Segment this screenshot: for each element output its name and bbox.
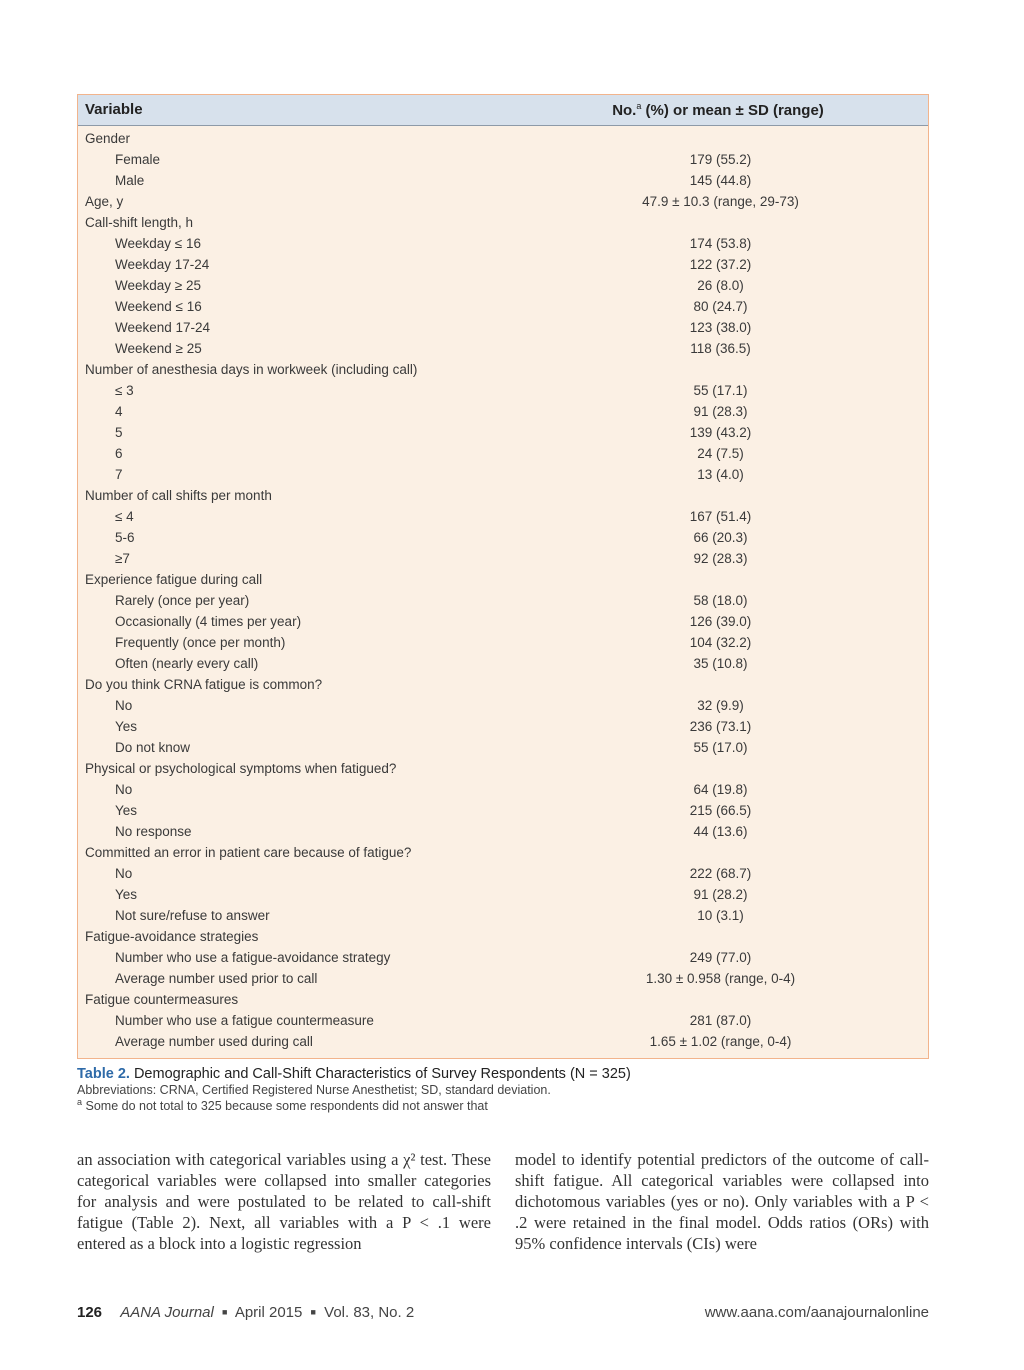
row-label: Number who use a fatigue countermeasure [115,1013,374,1028]
row-label: Number who use a fatigue-avoidance strategy [115,950,391,965]
row-label: Committed an error in patient care because of fatigue? [85,845,412,860]
row-label: Yes [115,719,138,734]
row-label: Weekend ≤ 16 [115,299,202,314]
row-label: Frequently (once per month) [115,635,286,650]
row-label: Yes [115,887,138,902]
body-text-right: model to identify potential predictors of the outcome of call-shift fatigue. All categorical variables were collapsed into dichotomous variables (yes or no). Only variables with a P < .2 were retained in the final model. Odds ratios (ORs) with 95% confidence intervals (CIs) were [515,1150,929,1253]
table-row [78,863,928,884]
table-row [78,1031,928,1052]
row-label: Occasionally (4 times per year) [115,614,302,629]
table-row [78,443,928,464]
table-row [78,149,928,170]
row-value: 91 (28.2) [693,887,748,902]
table-row [78,233,928,254]
row-value: 123 (38.0) [689,320,752,335]
table-row [78,275,928,296]
table-row [78,317,928,338]
row-label: Female [115,152,161,167]
row-label: 5-6 [115,530,135,545]
table-row [78,800,928,821]
row-label: Weekend 17-24 [115,320,211,335]
row-label: Gender [85,131,131,146]
footnote-text: Some do not total to 325 because some respondents did not answer that [82,1099,488,1114]
row-value: 13 (4.0) [697,467,744,482]
caption-abbreviations: Abbreviations: CRNA, Certified Registered Nurse Anesthetist; SD, standard deviation. [77,1083,551,1097]
row-label: Average number used during call [115,1034,313,1049]
row-label: No [115,782,133,797]
row-label: Male [115,173,145,188]
header-value-pre: No. [612,102,637,119]
row-value: 44 (13.6) [693,824,748,839]
row-value: 10 (3.1) [697,908,744,923]
row-label: No [115,866,133,881]
row-label: 4 [115,404,123,419]
table-number: Table 2. [77,1066,130,1082]
table-caption [77,1066,937,1113]
row-value: 281 (87.0) [689,1013,752,1028]
table-row [78,380,928,401]
issue-volume: Vol. 83, No. 2 [324,1304,415,1321]
row-label: No response [115,824,192,839]
row-label: Number of anesthesia days in workweek (including call) [85,362,418,377]
table-section-row [78,212,928,233]
caption-footnote [77,1097,937,1113]
row-label: Rarely (once per year) [115,593,250,608]
row-value: 24 (7.5) [697,446,744,461]
table-section-row [78,128,928,149]
row-label: Fatigue countermeasures [85,992,239,1007]
table-row [78,527,928,548]
row-value: 139 (43.2) [689,425,752,440]
row-label: No [115,698,133,713]
row-value: 47.9 ± 10.3 (range, 29-73) [642,194,799,209]
table-row [78,884,928,905]
table-row [78,1010,928,1031]
table-row [78,548,928,569]
row-value: 92 (28.3) [693,551,748,566]
table-row [78,905,928,926]
row-value: 58 (18.0) [693,593,748,608]
header-value [518,101,918,119]
row-value: 179 (55.2) [689,152,752,167]
row-label: Do you think CRNA fatigue is common? [85,677,323,692]
journal-url[interactable]: www.aana.com/aanajournalonline [704,1304,929,1321]
table-section-row [78,842,928,863]
row-label: 6 [115,446,123,461]
row-label: Physical or psychological symptoms when fatigued? [85,761,397,776]
row-label: Do not know [115,740,191,755]
page-number: 126 [77,1304,103,1321]
row-value: 174 (53.8) [689,236,752,251]
header-value-sup: a [636,101,642,111]
row-value: 126 (39.0) [689,614,752,629]
row-label: Age, y [85,194,124,209]
issue-date: April 2015 [234,1304,303,1321]
row-label: 5 [115,425,123,440]
row-value: 222 (68.7) [689,866,752,881]
row-label: Yes [115,803,138,818]
row-value: 122 (37.2) [689,257,752,272]
row-label: ≤ 3 [115,383,134,398]
table-row [78,821,928,842]
row-value: 249 (77.0) [689,950,752,965]
row-label: ≥7 [115,551,130,566]
row-value: 80 (24.7) [693,299,748,314]
row-label: 7 [115,467,123,482]
row-value: 91 (28.3) [693,404,748,419]
row-label: Number of call shifts per month [85,488,272,503]
row-value: 55 (17.1) [693,383,748,398]
row-value: 26 (8.0) [697,278,744,293]
table-header [78,95,928,126]
row-label: Often (nearly every call) [115,656,259,671]
table-row [78,590,928,611]
row-label: Weekday 17-24 [115,257,210,272]
table-row [78,779,928,800]
row-value: 167 (51.4) [689,509,752,524]
row-value: 32 (9.9) [697,698,744,713]
table-section-row [78,989,928,1010]
table-row [78,947,928,968]
row-value: 55 (17.0) [693,740,748,755]
row-label: Fatigue-avoidance strategies [85,929,259,944]
row-value: 215 (66.5) [689,803,752,818]
row-label: Weekend ≥ 25 [115,341,202,356]
row-value: 104 (32.2) [689,635,752,650]
row-value: 1.65 ± 1.02 (range, 0-4) [649,1034,792,1049]
row-label: Not sure/refuse to answer [115,908,270,923]
row-value: 64 (19.8) [693,782,748,797]
table-row [78,464,928,485]
table-row [78,170,928,191]
row-value: 118 (36.5) [690,341,751,356]
data-table [77,94,929,1059]
row-label: ≤ 4 [115,509,134,524]
caption-title-text: Demographic and Call-Shift Characteristics of Survey Respondents (N = 325) [129,1066,631,1082]
row-value: 1.30 ± 0.958 (range, 0-4) [645,971,796,986]
table-section-row [78,485,928,506]
separator-square-icon: ■ [222,1307,228,1317]
page-footer [77,1304,929,1324]
table-row [78,401,928,422]
row-label: Call-shift length, h [85,215,194,230]
table-section-row [78,569,928,590]
journal-name: AANA Journal [120,1304,214,1321]
caption-title [77,1066,937,1082]
row-label: Average number used prior to call [115,971,318,986]
table-section-row [78,674,928,695]
row-label: Weekday ≤ 16 [115,236,201,251]
separator-square-icon: ■ [310,1307,316,1317]
table-body [78,126,928,1052]
table-row [78,338,928,359]
row-value: 236 (73.1) [689,719,752,734]
table-row [78,653,928,674]
table-row [78,737,928,758]
footnote-mark: a [77,1097,83,1107]
row-label: Experience fatigue during call [85,572,263,587]
table-section-row [78,191,928,212]
table-row [78,296,928,317]
table-row [78,632,928,653]
row-value: 145 (44.8) [689,173,752,188]
table-row [78,695,928,716]
row-value: 35 (10.8) [693,656,748,671]
table-section-row [78,926,928,947]
header-variable: Variable [85,101,143,118]
table-section-row [78,359,928,380]
table-row [78,422,928,443]
table-row [78,506,928,527]
table-row [78,716,928,737]
table-row [78,968,928,989]
table-row [78,611,928,632]
table-section-row [78,758,928,779]
row-value: 66 (20.3) [693,530,748,545]
table-row [78,254,928,275]
header-value-post: (%) or mean ± SD (range) [641,102,824,119]
body-text-left: an association with categorical variables using a χ² test. These categorical variables were collapsed into smaller categories for analysis and were postulated to be related to call-shift fatigue (Table 2). Next, all variables with a P < .1 were entered as a block into a logistic regression [77,1150,491,1253]
row-label: Weekday ≥ 25 [115,278,201,293]
